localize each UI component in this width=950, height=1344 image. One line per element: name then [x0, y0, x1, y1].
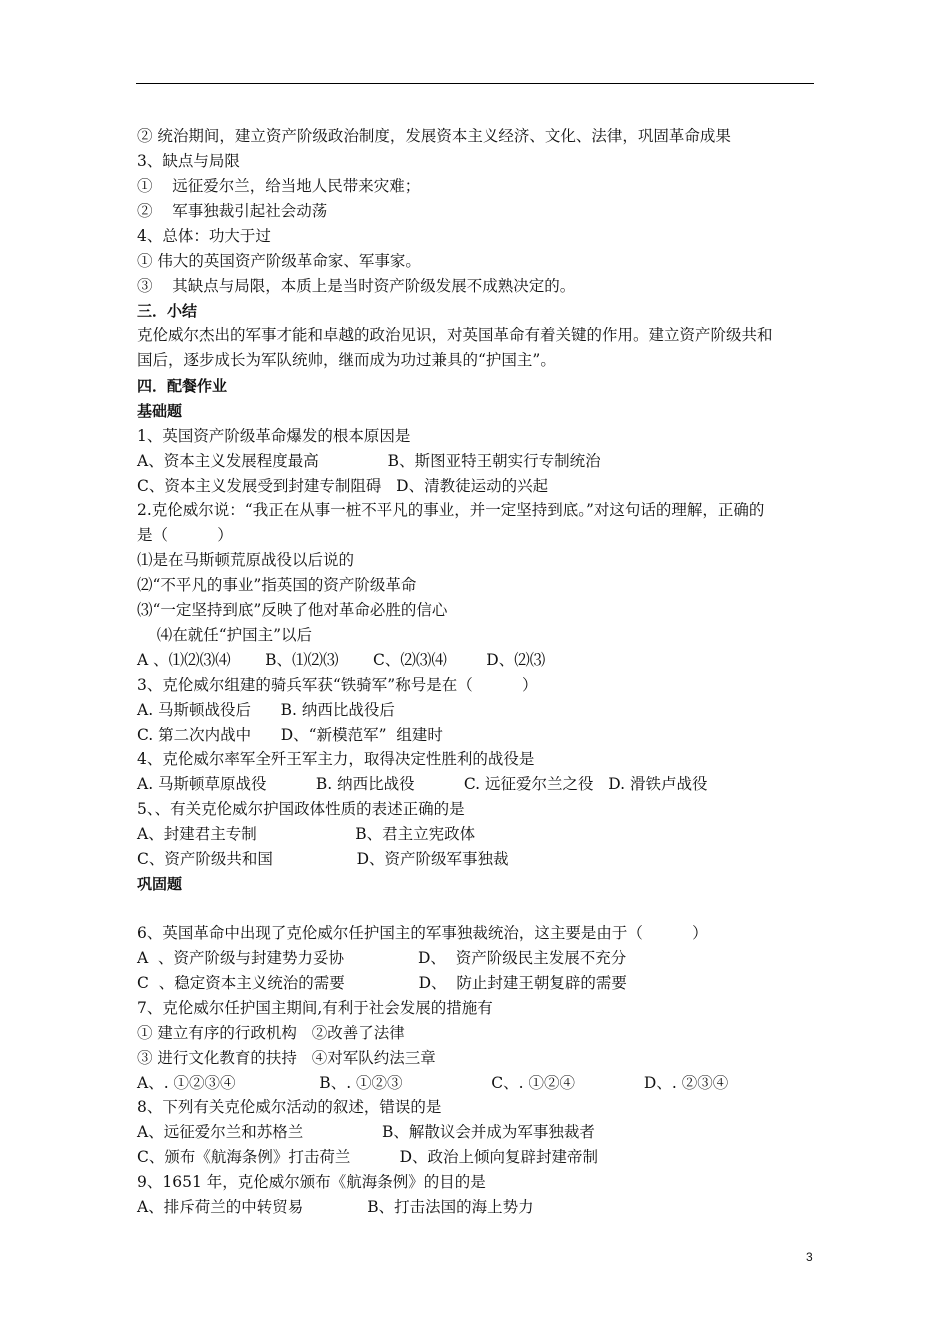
- question-item: ⑷在就任“护国主”以后: [137, 626, 313, 644]
- answer-options: A、远征爱尔兰和苏格兰 B、解散议会并成为军事独裁者: [137, 1123, 595, 1141]
- text-line: 3、缺点与局限: [137, 152, 240, 170]
- question-item: ⑴是在马斯顿荒原战役以后说的: [137, 551, 355, 569]
- question: 8、下列有关克伦威尔活动的叙述，错误的是: [137, 1098, 442, 1116]
- text-line: ① 远征爱尔兰，给当地人民带来灾难；: [137, 177, 421, 195]
- page-number: 3: [806, 1250, 813, 1264]
- question: 是（ ）: [137, 526, 233, 544]
- question: 1、英国资产阶级革命爆发的根本原因是: [137, 427, 411, 445]
- answer-options: C、资产阶级共和国 D、资产阶级军事独裁: [137, 850, 509, 868]
- question: 6、英国革命中出现了克伦威尔任护国主的军事独裁统治，这主要是由于（ ）: [137, 924, 708, 942]
- answer-options: A 、资产阶级与封建势力妥协 D、 资产阶级民主发展不充分: [137, 949, 627, 967]
- question-item: ① 建立有序的行政机构 ②改善了法律: [137, 1024, 405, 1042]
- subsection-heading: 巩固题: [137, 875, 183, 893]
- answer-options: A. 马斯顿草原战役 B. 纳西比战役 C. 远征爱尔兰之役 D. 滑铁卢战役: [137, 775, 708, 793]
- question-item: ⑵“不平凡的事业”指英国的资产阶级革命: [137, 576, 417, 594]
- question: 7、克伦威尔任护国主期间,有利于社会发展的措施有: [137, 999, 493, 1017]
- question: 4、克伦威尔率军全歼王军主力，取得决定性胜利的战役是: [137, 750, 535, 768]
- header-rule: [136, 83, 814, 84]
- text-line: 国后，逐步成长为军队统帅，继而成为功过兼具的“护国主”。: [137, 351, 556, 369]
- question: 3、克伦威尔组建的骑兵军获“铁骑军”称号是在（ ）: [137, 676, 538, 694]
- section-heading: 四．配餐作业: [137, 377, 228, 395]
- subsection-heading: 基础题: [137, 402, 183, 420]
- answer-options: C. 第二次内战中 D、“新模范军” 组建时: [137, 726, 443, 744]
- section-heading: 三．小结: [137, 302, 198, 320]
- question: 5、、有关克伦威尔护国政体性质的表述正确的是: [137, 800, 465, 818]
- question-item: ⑶“一定坚持到底”反映了他对革命必胜的信心: [137, 601, 448, 619]
- answer-options: A、资本主义发展程度最高 B、斯图亚特王朝实行专制统治: [137, 452, 601, 470]
- answer-options: A 、⑴⑵⑶⑷ B、⑴⑵⑶ C、⑵⑶⑷ D、⑵⑶: [137, 651, 546, 669]
- text-line: 克伦威尔杰出的军事才能和卓越的政治见识，对英国革命有着关键的作用。建立资产阶级共和: [137, 326, 773, 344]
- question-item: ③ 进行文化教育的扶持 ④对军队约法三章: [137, 1049, 436, 1067]
- answer-options: A、排斥荷兰的中转贸易 B、打击法国的海上势力: [137, 1198, 534, 1216]
- answer-options: A. 马斯顿战役后 B. 纳西比战役后: [137, 701, 395, 719]
- question: 2.克伦威尔说：“我正在从事一桩不平凡的事业，并一定坚持到底。”对这句话的理解，正确的: [137, 501, 765, 519]
- answer-options: C、颁布《航海条例》打击荷兰 D、政治上倾向复辟封建帝制: [137, 1148, 599, 1166]
- text-line: ② 军事独裁引起社会动荡: [137, 202, 328, 220]
- question: 9、1651 年，克伦威尔颁布《航海条例》的目的是: [137, 1173, 486, 1191]
- text-line: ③ 其缺点与局限，本质上是当时资产阶级发展不成熟决定的。: [137, 277, 576, 295]
- answer-options: C、资本主义发展受到封建专制阻碍 D、清教徒运动的兴起: [137, 477, 549, 495]
- answer-options: A、封建君主专制 B、君主立宪政体: [137, 825, 476, 843]
- text-line: 4、总体：功大于过: [137, 227, 271, 245]
- answer-options: C 、稳定资本主义统治的需要 D、 防止封建王朝复辟的需要: [137, 974, 627, 992]
- text-line: ② 统治期间，建立资产阶级政治制度，发展资本主义经济、文化、法律，巩固革命成果: [137, 127, 731, 145]
- text-line: ① 伟大的英国资产阶级革命家、军事家。: [137, 252, 421, 270]
- answer-options: A、. ①②③④ B、. ①②③ C、. ①②④ D、. ②③④: [137, 1074, 729, 1092]
